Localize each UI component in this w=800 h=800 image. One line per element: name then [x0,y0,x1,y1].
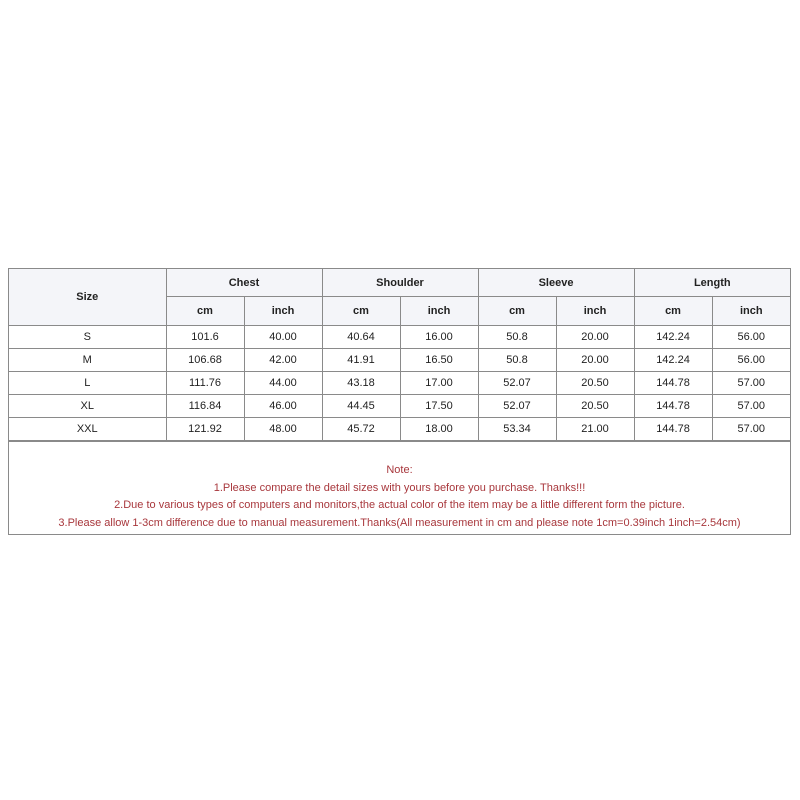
shoulder-cm-cell: 40.64 [322,326,400,349]
length-inch-cell: 57.00 [712,372,790,395]
length-cm-cell: 144.78 [634,418,712,441]
length-header: Length [634,269,790,297]
chest-header: Chest [166,269,322,297]
size-cell: XL [9,395,166,418]
note-line-3: 3.Please allow 1-3cm difference due to manual measurement.Thanks(All measurement in cm and please note 1cm=0.39inch 1inch=2.54cm) [58,516,741,529]
sleeve-header: Sleeve [478,269,634,297]
sleeve-inch-cell: 20.00 [556,326,634,349]
note-line-1: 1.Please compare the detail sizes with yours before you purchase. Thanks!!! [213,481,586,494]
table-row [9,418,790,441]
length-cm-cell: 142.24 [634,326,712,349]
size-table [9,269,790,441]
shoulder-header: Shoulder [322,269,478,297]
size-column-header: Size [9,269,166,326]
chest-cm-cell: 116.84 [166,395,244,418]
unit-header: cm [478,297,556,326]
chest-cm-cell: 101.6 [166,326,244,349]
sleeve-inch-cell: 21.00 [556,418,634,441]
unit-header: inch [244,297,322,326]
unit-header: inch [400,297,478,326]
length-cm-cell: 142.24 [634,349,712,372]
chest-inch-cell: 40.00 [244,326,322,349]
length-inch-cell: 56.00 [712,349,790,372]
shoulder-inch-cell: 18.00 [400,418,478,441]
shoulder-inch-cell: 16.50 [400,349,478,372]
shoulder-cm-cell: 44.45 [322,395,400,418]
sleeve-cm-cell: 52.07 [478,395,556,418]
length-cm-cell: 144.78 [634,372,712,395]
chest-inch-cell: 42.00 [244,349,322,372]
length-cm-cell: 144.78 [634,395,712,418]
chest-cm-cell: 106.68 [166,349,244,372]
unit-header: cm [322,297,400,326]
size-cell: M [9,349,166,372]
sleeve-inch-cell: 20.50 [556,395,634,418]
note-line-2: 2.Due to various types of computers and monitors,the actual color of the item may be a little different form the picture. [114,499,685,511]
chest-inch-cell: 44.00 [244,372,322,395]
shoulder-inch-cell: 16.00 [400,326,478,349]
size-cell: L [9,372,166,395]
unit-header: inch [556,297,634,326]
sleeve-cm-cell: 50.8 [478,349,556,372]
note-title: Note: [386,464,413,476]
sleeve-inch-cell: 20.00 [556,349,634,372]
note-section [9,441,790,534]
chest-inch-cell: 48.00 [244,418,322,441]
chest-cm-cell: 121.92 [166,418,244,441]
chest-inch-cell: 46.00 [244,395,322,418]
table-row [9,372,790,395]
size-chart [8,268,791,535]
table-header [9,269,790,326]
chest-cm-cell: 111.76 [166,372,244,395]
size-cell: XXL [9,418,166,441]
table-row [9,326,790,349]
sleeve-cm-cell: 52.07 [478,372,556,395]
shoulder-cm-cell: 41.91 [322,349,400,372]
shoulder-cm-cell: 45.72 [322,418,400,441]
length-inch-cell: 57.00 [712,395,790,418]
shoulder-cm-cell: 43.18 [322,372,400,395]
group-header-row [9,269,790,297]
length-inch-cell: 56.00 [712,326,790,349]
size-cell: S [9,326,166,349]
sleeve-cm-cell: 53.34 [478,418,556,441]
length-inch-cell: 57.00 [712,418,790,441]
sleeve-inch-cell: 20.50 [556,372,634,395]
table-body [9,326,790,441]
shoulder-inch-cell: 17.50 [400,395,478,418]
unit-header: cm [634,297,712,326]
unit-header: cm [166,297,244,326]
shoulder-inch-cell: 17.00 [400,372,478,395]
table-row [9,395,790,418]
unit-header: inch [712,297,790,326]
sleeve-cm-cell: 50.8 [478,326,556,349]
table-row [9,349,790,372]
